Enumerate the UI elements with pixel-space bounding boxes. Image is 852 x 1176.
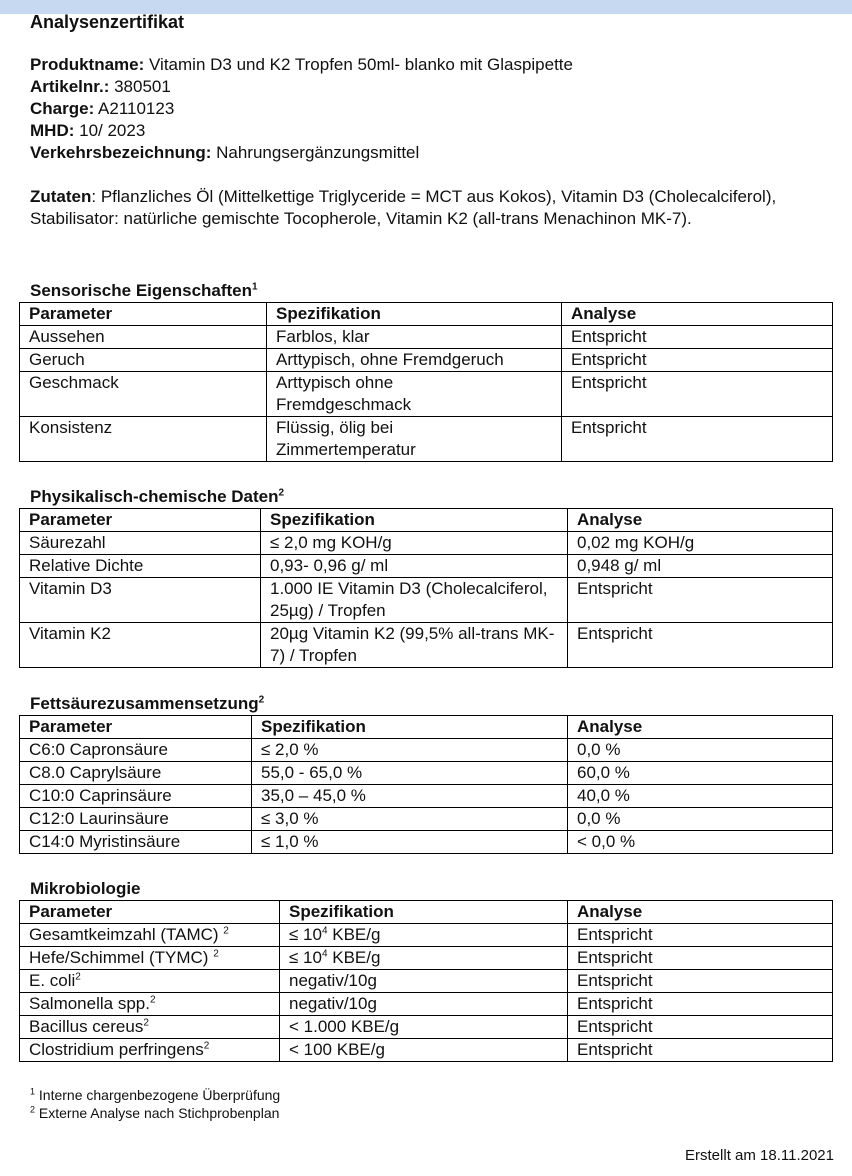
table-cell: Spezifikation <box>267 303 562 326</box>
table-cell: Farblos, klar <box>267 326 562 349</box>
table-cell: negativ/10g <box>280 993 568 1016</box>
table-row <box>20 1039 833 1062</box>
table-row <box>20 831 833 854</box>
table-cell: Clostridium perfringens$^2$ <box>20 1039 280 1062</box>
table-cell: Entspricht <box>568 947 833 970</box>
table-row <box>20 762 833 785</box>
table-cell: Parameter <box>20 901 280 924</box>
table-cell: ≤ 1,0 % <box>252 831 568 854</box>
section-title: Physikalisch-chemische Daten$^2$ <box>30 487 285 506</box>
table-cell: Parameter <box>20 509 261 532</box>
table-cell: 35,0 – 45,0 % <box>252 785 568 808</box>
table-cell: < 0,0 % <box>568 831 833 854</box>
table-cell: Entspricht <box>568 623 833 668</box>
footnote: $^2$ Externe Analyse nach Stichprobenplan <box>30 1104 280 1121</box>
product-name-line: Produktname: Vitamin D3 und K2 Tropfen 50ml- blanko mit Glaspipette <box>30 55 573 74</box>
table-row <box>20 555 833 578</box>
table-cell: Entspricht <box>568 578 833 623</box>
microbiology-section <box>30 878 833 1062</box>
physchem-table <box>19 508 833 668</box>
table-cell: C6:0 Capronsäure <box>20 739 252 762</box>
table-cell: 1.000 IE Vitamin D3 (Cholecalciferol, 25µg) / Tropfen <box>261 578 568 623</box>
table-cell: 0,93- 0,96 g/ ml <box>261 555 568 578</box>
table-cell: Entspricht <box>568 924 833 947</box>
table-cell: Analyse <box>568 901 833 924</box>
table-row <box>20 970 833 993</box>
table-cell: 40,0 % <box>568 785 833 808</box>
table-cell: ≤ 3,0 % <box>252 808 568 831</box>
table-cell: C12:0 Laurinsäure <box>20 808 252 831</box>
section-title: Fettsäurezusammensetzung$^2$ <box>30 694 265 713</box>
table-row <box>20 1016 833 1039</box>
table-cell: Entspricht <box>562 326 833 349</box>
table-header-row <box>20 901 833 924</box>
document-title: Analysenzertifikat <box>30 12 185 32</box>
table-cell: < 1.000 KBE/g <box>280 1016 568 1039</box>
table-row <box>20 808 833 831</box>
table-cell: 0,948 g/ ml <box>568 555 833 578</box>
table-cell: 20µg Vitamin K2 (99,5% all-trans MK-7) / Tropfen <box>261 623 568 668</box>
footnotes <box>30 1086 280 1122</box>
table-cell: Entspricht <box>568 993 833 1016</box>
table-cell: Entspricht <box>568 970 833 993</box>
table-cell: Salmonella spp.$^2$ <box>20 993 280 1016</box>
table-cell: 60,0 % <box>568 762 833 785</box>
table-cell: Entspricht <box>562 349 833 372</box>
table-row <box>20 417 833 462</box>
table-cell: Geruch <box>20 349 267 372</box>
table-cell: Analyse <box>568 509 833 532</box>
table-cell: Spezifikation <box>261 509 568 532</box>
table-cell: E. coli$^2$ <box>20 970 280 993</box>
microbiology-table <box>19 900 833 1062</box>
table-cell: Vitamin K2 <box>20 623 261 668</box>
table-cell: Entspricht <box>562 372 833 417</box>
table-row <box>20 947 833 970</box>
batch-line: Charge: A2110123 <box>30 99 175 118</box>
table-cell: C10:0 Caprinsäure <box>20 785 252 808</box>
table-cell: Hefe/Schimmel (TYMC) $^2$ <box>20 947 280 970</box>
table-header-row <box>20 303 833 326</box>
product-info <box>30 54 834 164</box>
table-row <box>20 924 833 947</box>
table-header-row <box>20 509 833 532</box>
table-cell: Entspricht <box>568 1039 833 1062</box>
table-cell: Konsistenz <box>20 417 267 462</box>
table-header-row <box>20 716 833 739</box>
table-cell: 0,0 % <box>568 739 833 762</box>
table-cell: Arttypisch, ohne Fremdgeruch <box>267 349 562 372</box>
table-row <box>20 739 833 762</box>
section-title: Mikrobiologie <box>30 879 141 898</box>
table-cell: C14:0 Myristinsäure <box>20 831 252 854</box>
table-cell: Vitamin D3 <box>20 578 261 623</box>
footnote: $^1$ Interne chargenbezogene Überprüfung <box>30 1086 281 1103</box>
table-row <box>20 578 833 623</box>
table-cell: 55,0 - 65,0 % <box>252 762 568 785</box>
best-before-line: MHD: 10/ 2023 <box>30 121 146 140</box>
table-cell: 0,02 mg KOH/g <box>568 532 833 555</box>
fatty-acid-table <box>19 715 833 854</box>
table-cell: negativ/10g <box>280 970 568 993</box>
table-cell: < 100 KBE/g <box>280 1039 568 1062</box>
table-cell: 0,0 % <box>568 808 833 831</box>
physchem-section <box>30 486 833 668</box>
created-date: Erstellt am 18.11.2021 <box>685 1147 834 1164</box>
table-row <box>20 532 833 555</box>
table-cell: ≤ $10^4$ KBE/g <box>280 947 568 970</box>
table-cell: ≤ 2,0 % <box>252 739 568 762</box>
designation-line: Verkehrsbezeichnung: Nahrungsergänzungsmittel <box>30 143 420 162</box>
table-cell: Arttypisch ohne Fremdgeschmack <box>267 372 562 417</box>
table-cell: ≤ 2,0 mg KOH/g <box>261 532 568 555</box>
table-cell: Säurezahl <box>20 532 261 555</box>
table-row <box>20 372 833 417</box>
table-cell: Flüssig, ölig bei Zimmertemperatur <box>267 417 562 462</box>
sensory-table <box>19 302 833 462</box>
table-cell: Entspricht <box>562 417 833 462</box>
table-cell: Entspricht <box>568 1016 833 1039</box>
table-row <box>20 623 833 668</box>
table-cell: Spezifikation <box>280 901 568 924</box>
table-cell: Analyse <box>562 303 833 326</box>
table-cell: Geschmack <box>20 372 267 417</box>
certificate-page <box>29 10 834 1164</box>
table-cell: Bacillus cereus$^2$ <box>20 1016 280 1039</box>
table-row <box>20 993 833 1016</box>
table-cell: Gesamtkeimzahl (TAMC) $^2$ <box>20 924 280 947</box>
fatty-acid-section <box>30 693 833 854</box>
table-cell: Relative Dichte <box>20 555 261 578</box>
ingredients: Zutaten: Pflanzliches Öl (Mittelkettige Triglyceride = MCT aus Kokos), Vitamin D3 (Cholecalciferol), Stabilisator: natürliche gemischte Tocopherole, Vitamin K2 (all-trans Menachinon MK-7). <box>30 187 777 228</box>
table-cell: ≤ $10^4$ KBE/g <box>280 924 568 947</box>
table-cell: Spezifikation <box>252 716 568 739</box>
table-row <box>20 785 833 808</box>
sensory-section <box>30 280 833 462</box>
table-cell: Parameter <box>20 716 252 739</box>
table-cell: Aussehen <box>20 326 267 349</box>
table-row <box>20 349 833 372</box>
table-cell: C8.0 Caprylsäure <box>20 762 252 785</box>
article-number-line: Artikelnr.: 380501 <box>30 77 171 96</box>
table-row <box>20 326 833 349</box>
table-cell: Parameter <box>20 303 267 326</box>
table-cell: Analyse <box>568 716 833 739</box>
section-title: Sensorische Eigenschaften$^1$ <box>30 281 258 300</box>
